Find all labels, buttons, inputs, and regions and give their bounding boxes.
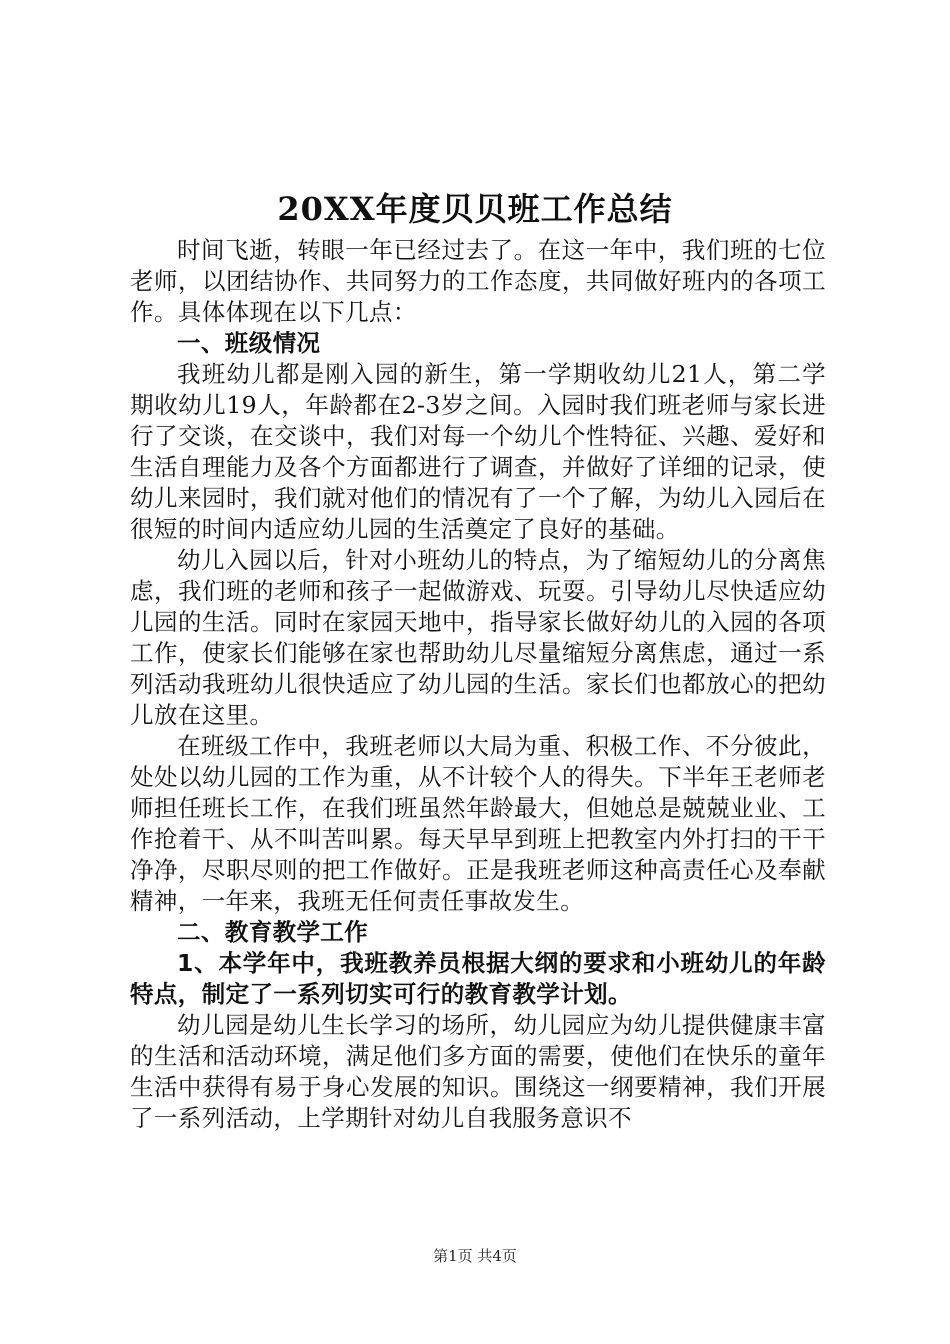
teaching-work-paragraph: 幼儿园是幼儿生长学习的场所，幼儿园应为幼儿提供健康丰富的生活和活动环境，满足他们多方面的需要，使他们在快乐的童年生活中获得有易于身心发展的知识。围绕这一纲要精神，我们开展了一系列活动，上学期针对幼儿自我服务意识不 (130, 1011, 826, 1132)
document-body (130, 235, 826, 1134)
teaching-work-point-1: 1、本学年中，我班教养员根据大纲的要求和小班幼儿的年龄特点，制定了一系列切实可行的教育教学计划。 (130, 949, 826, 1008)
document-title: 20XX年度贝贝班工作总结 (277, 190, 673, 228)
section-heading-teaching-work: 二、教育教学工作 (177, 918, 369, 946)
page-footer: 第1页 共4页 (433, 1247, 517, 1265)
class-situation-paragraph-3: 在班级工作中，我班老师以大局为重、积极工作、不分彼此，处处以幼儿园的工作为重，从不计较个人的得失。下半年王老师老师担任班长工作，在我们班虽然年龄最大，但她总是兢兢业业、工作抢着干、从不叫苦叫累。每天早早到班上把教室内外打扫的干干净净，尽职尽则的把工作做好。正是我班老师这种高责任心及奉献精神，一年来，我班无任何责任事故发生。 (130, 732, 826, 915)
section-heading-class-situation: 一、班级情况 (177, 329, 321, 357)
class-situation-paragraph-2: 幼儿入园以后，针对小班幼儿的特点，为了缩短幼儿的分离焦虑，我们班的老师和孩子一起做游戏、玩耍。引导幼儿尽快适应幼儿园的生活。同时在家园天地中，指导家长做好幼儿的入园的各项工作，使家长们能够在家也帮助幼儿尽量缩短分离焦虑，通过一系列活动我班幼儿很快适应了幼儿园的生活。家长们也都放心的把幼儿放在这里。 (130, 546, 826, 729)
class-situation-paragraph-1: 我班幼儿都是刚入园的新生，第一学期收幼儿21人，第二学期收幼儿19人，年龄都在2-3岁之间。入园时我们班老师与家长进行了交谈，在交谈中，我们对每一个幼儿个性特征、兴趣、爱好和生活自理能力及各个方面都进行了调查，并做好了详细的记录，使幼儿来园时，我们就对他们的情况有了一个了解，为幼儿入园后在很短的时间内适应幼儿园的生活奠定了良好的基础。 (130, 360, 826, 543)
intro-paragraph: 时间飞逝，转眼一年已经过去了。在这一年中，我们班的七位老师，以团结协作、共同努力的工作态度，共同做好班内的各项工作。具体体现在以下几点： (130, 236, 826, 326)
